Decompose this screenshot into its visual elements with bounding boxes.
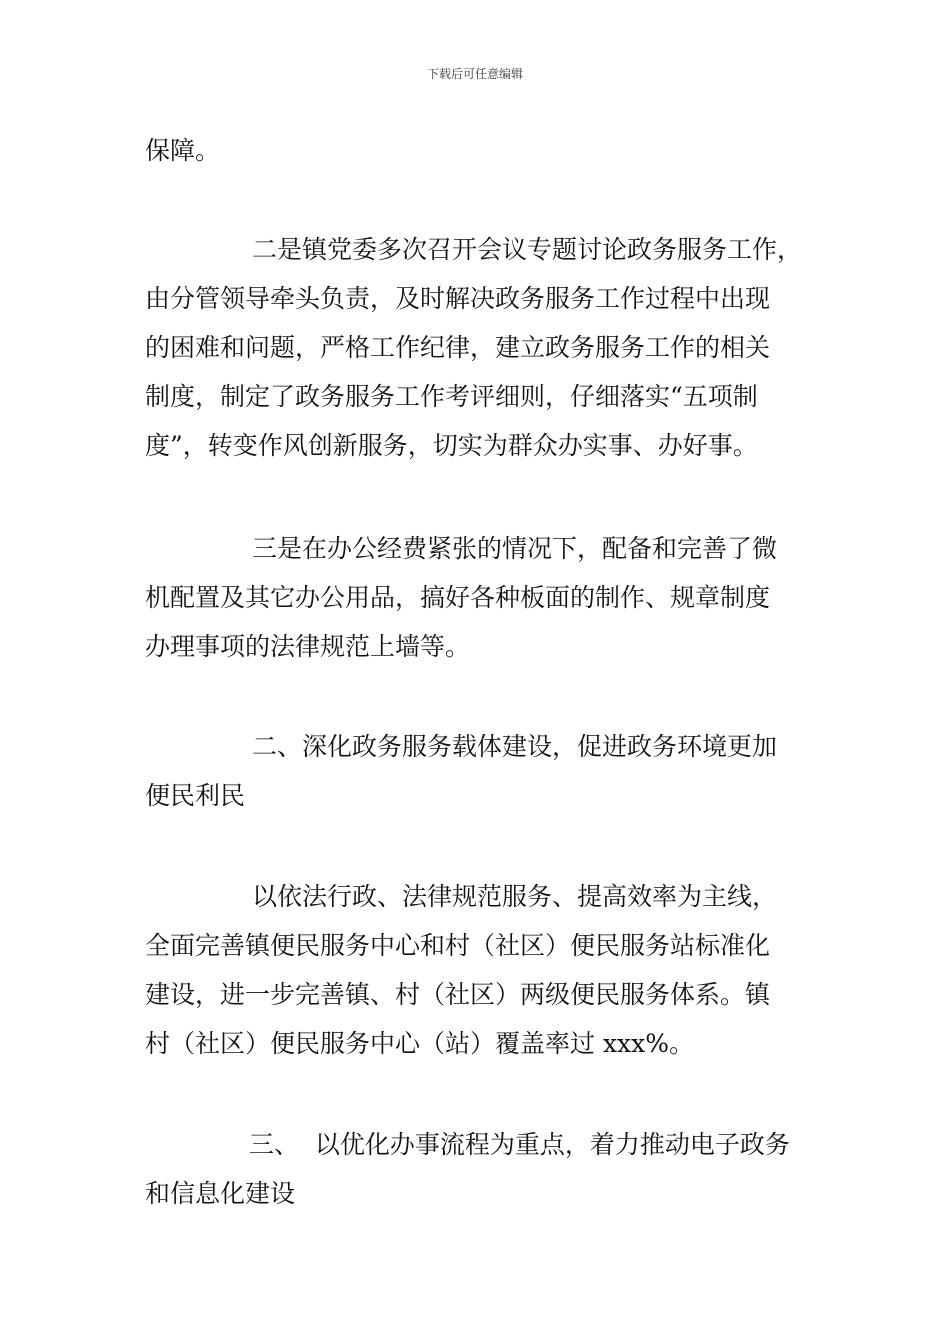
heading-line: 和信息化建设 [145, 1179, 296, 1208]
paragraph-line: 全面完善镇便民服务中心和村（社区）便民服务站标准化 [145, 931, 771, 960]
paragraph-party-committee [145, 225, 825, 470]
heading-line: 二、深化政务服务载体建设，促进政务环境更加 [252, 732, 778, 761]
paragraph-continuation [145, 126, 825, 175]
paragraph-office-funding [145, 524, 825, 671]
paragraph-line: 三是在办公经费紧张的情况下，配备和完善了微 [252, 534, 778, 563]
heading-line: 便民利民 [145, 781, 246, 810]
paragraph-line: 建设，进一步完善镇、村（社区）两级便民服务体系。镇 [145, 980, 771, 1009]
paragraph-line: 由分管领导牵头负责，及时解决政务服务工作过程中出现 [145, 284, 771, 313]
paragraph-service-center [145, 872, 825, 1068]
paragraph-line: 二是镇党委多次召开会议专题讨论政务服务工作， [252, 235, 803, 264]
paragraph-line: 的困难和问题，严格工作纪律，建立政务服务工作的相关 [145, 333, 771, 362]
paragraph-line: 村（社区）便民服务中心（站）覆盖率过 xxx%。 [145, 1029, 695, 1058]
heading-line: 三、 以优化办事流程为重点，着力推动电子政务 [249, 1130, 790, 1159]
paragraph-line: 制度，制定了政务服务工作考评细则，仔细落实“五项制 [145, 382, 758, 411]
paragraph-line: 以依法行政、法律规范服务、提高效率为主线， [252, 882, 778, 911]
section-heading-3 [145, 1120, 825, 1218]
paragraph-line: 机配置及其它办公用品，搞好各种板面的制作、规章制度 [145, 583, 771, 612]
paragraph-line: 度”，转变作风创新服务，切实为群众办实事、办好事。 [145, 431, 758, 460]
section-heading-2 [145, 722, 825, 820]
paragraph-line: 办理事项的法律规范上墙等。 [145, 632, 471, 661]
page-header: 下载后可任意编辑 [426, 67, 523, 81]
paragraph-line: 保障。 [145, 136, 221, 165]
